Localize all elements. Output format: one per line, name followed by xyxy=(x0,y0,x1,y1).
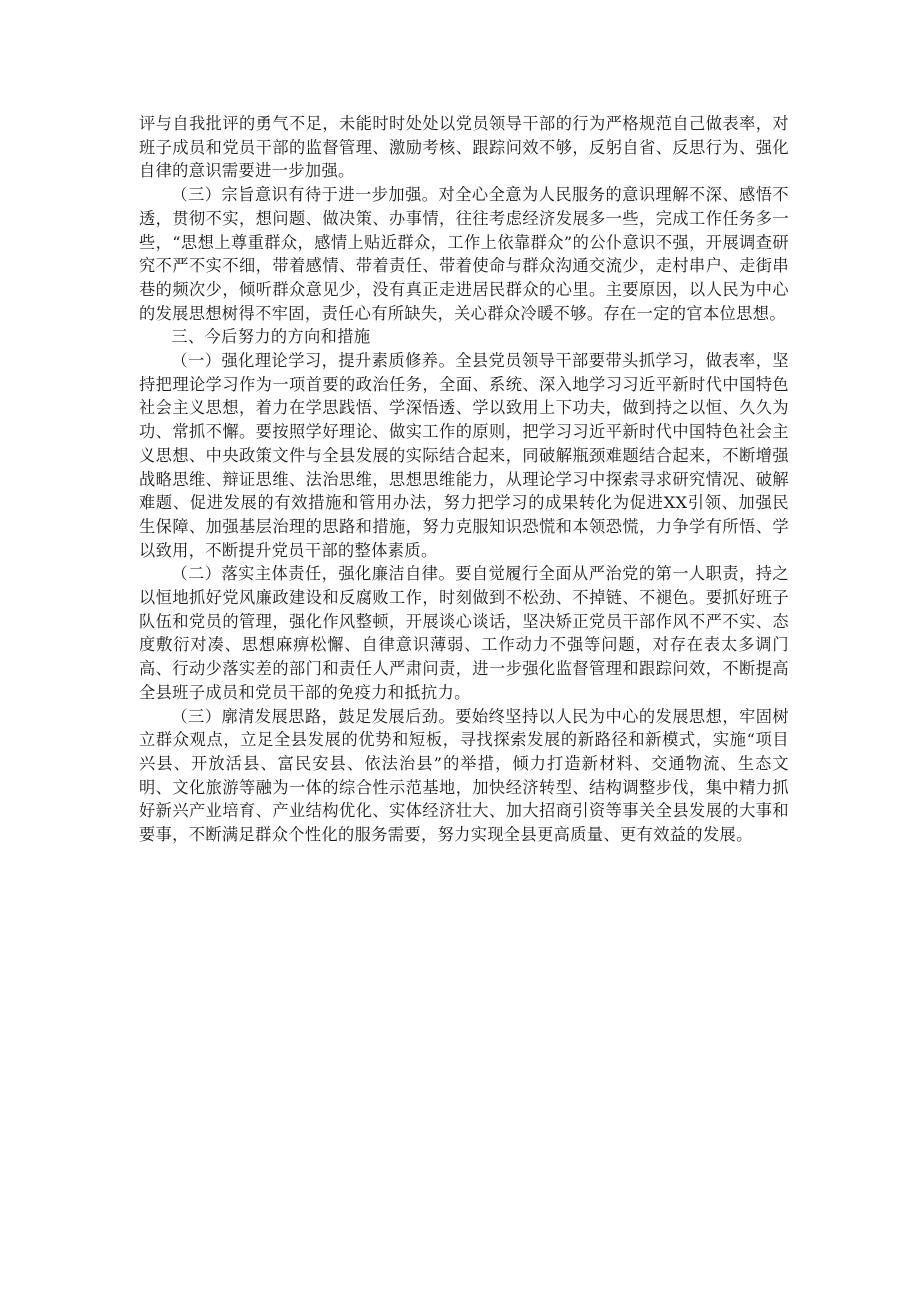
paragraph-continuation: 评与自我批评的勇气不足，未能时时处处以党员领导干部的行为严格规范自己做表率，对班子成员和党员干部的监督管理、激励考核、跟踪问效不够，反躬自省、反思行为、强化自律的意识需要进一步加强。 xyxy=(139,114,789,181)
section-heading-future-measures: 三、今后努力的方向和措施 xyxy=(171,327,371,347)
document-body xyxy=(139,112,789,847)
paragraph-main-responsibility: （二）落实主体责任，强化廉洁自律。要自觉履行全面从严治党的第一人职责，持之以恒地抓好党风廉政建设和反腐败工作，时刻做到不松劲、不掉链、不褪色。要抓好班子队伍和党员的管理，强化作风整顿，开展谈心谈话，坚决矫正党员干部作风不严不实、态度敷衍对凑、思想麻痹松懈、自律意识薄弱、工作动力不强等问题，对存在表太多调门高、行动少落实差的部门和责任人严肃问责，进一步强化监督管理和跟踪问效，不断提高全县班子成员和党员干部的免疫力和抵抗力。 xyxy=(139,564,789,702)
paragraph-theory-study: （一）强化理论学习，提升素质修养。全县党员领导干部要带头抓学习，做表率，坚持把理论学习作为一项首要的政治任务，全面、系统、深入地学习习近平新时代中国特色社会主义思想，着力在学思践悟、学深悟透、学以致用上下功夫，做到持之以恒、久久为功、常抓不懈。要按照学好理论、做实工作的原则，把学习习近平新时代中国特色社会主义思想、中央政策文件与全县发展的实际结合起来，同破解瓶颈难题结合起来，不断增强战略思维、辩证思维、法治思维，思想思维能力，从理论学习中探索寻求研究情况、破解难题、促进发展的有效措施和管用办法，努力把学习的成果转化为促进XX引领、加强民生保障、加强基层治理的思路和措施，努力克服知识恐慌和本领恐慌，力争学有所悟、学以致用，不断提升党员干部的整体素质。 xyxy=(139,351,789,560)
paragraph-development-ideas: （三）廓清发展思路，鼓足发展后劲。要始终坚持以人民为中心的发展思想，牢固树立群众观点，立足全县发展的优势和短板，寻找探索发展的新路径和新模式，实施“项目兴县、开放活县、富民安县、依法治县”的举措，倾力打造新材料、交通物流、生态文明、文化旅游等融为一体的综合性示范基地，加快经济转型、结构调整步伐，集中精力抓好新兴产业培育、产业结构优化、实体经济壮大、加大招商引资等事关全县发展的大事和要事，不断满足群众个性化的服务需要，努力实现全县更高质量、更有效益的发展。 xyxy=(139,706,789,845)
paragraph-purpose-awareness: （三）宗旨意识有待于进一步加强。对全心全意为人民服务的意识理解不深、感悟不透，贯彻不实，想问题、做决策、办事情，往往考虑经济发展多一些，完成工作任务多一些，“思想上尊重群众，感情上贴近群众，工作上依靠群众”的公仆意识不强，开展调查研究不严不实不细，带着感情、带着责任、带着使命与群众沟通交流少，走村串户、走街串巷的频次少，倾听群众意见少，没有真正走进居民群众的心里。主要原因，以人民为中心的发展思想树得不牢固，责任心有所缺失，关心群众冷暖不够。存在一定的官本位思想。 xyxy=(139,185,789,323)
